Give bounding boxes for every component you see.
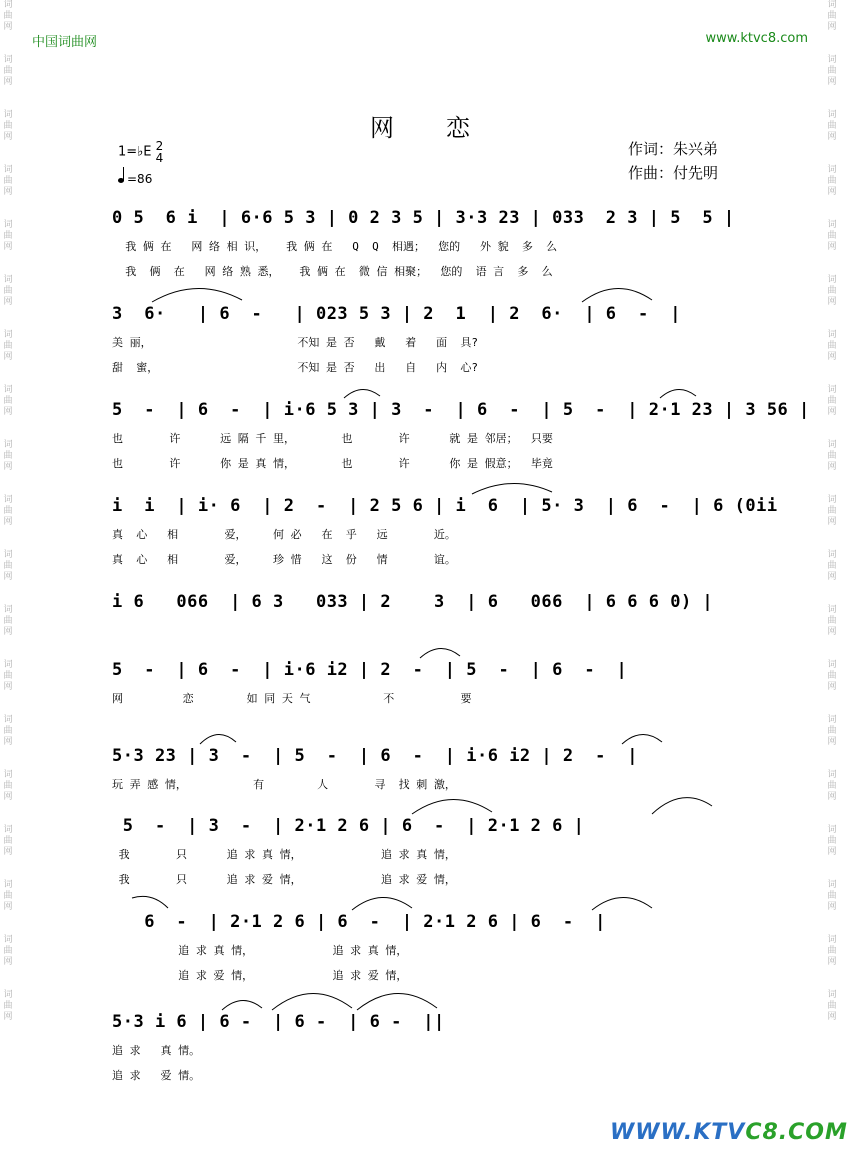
site-url[interactable]: www.ktvc8.com xyxy=(705,31,808,46)
watermark-char: 网 xyxy=(3,572,13,582)
watermark-char: 网 xyxy=(3,737,13,747)
watermark-char: 曲 xyxy=(827,286,837,296)
watermark-char: 网 xyxy=(3,847,13,857)
tempo-value: =86 xyxy=(127,172,153,186)
watermark-char: 网 xyxy=(3,902,13,912)
watermark-char: 词 xyxy=(3,110,13,120)
watermark-char: 网 xyxy=(3,77,13,87)
watermark-char: 曲 xyxy=(3,836,13,846)
watermark-char: 网 xyxy=(3,792,13,802)
logo-text-c: .COM xyxy=(778,1120,848,1145)
watermark-char: 词 xyxy=(3,495,13,505)
site-name[interactable]: 中国词曲网 xyxy=(32,35,98,50)
watermark-char: 曲 xyxy=(3,891,13,901)
lyric-verse-1: 我 俩 在 网 络 相 识， 我 俩 在 Q Q 相遇； 您的 外 貌 多 么 xyxy=(112,240,558,253)
watermark-char: 词 xyxy=(3,825,13,835)
watermark-char: 词 xyxy=(827,0,837,10)
watermark-char: 词 xyxy=(827,605,837,615)
watermark-char: 词 xyxy=(3,220,13,230)
site-logo[interactable] xyxy=(610,1120,848,1145)
note-line: i i | i· 6 | 2 - | 2 5 6 | i 6 | 5· 3 | 6 - | 6 (0ii xyxy=(112,496,778,516)
watermark-char: 词 xyxy=(827,825,837,835)
watermark-char: 网 xyxy=(3,682,13,692)
key-label: 1=♭E xyxy=(118,144,152,160)
watermark-char: 曲 xyxy=(827,121,837,131)
watermark-char: 网 xyxy=(827,572,837,582)
watermark-char: 曲 xyxy=(827,671,837,681)
watermark-char: 网 xyxy=(827,1012,837,1022)
note-line: 3 6· | 6 - | 023 5 3 | 2 1 | 2 6· | 6 - | xyxy=(112,304,681,324)
lyric-verse-2: 我 只 追 求 爱 情， 追 求 爱 情， xyxy=(112,873,456,886)
watermark-char: 曲 xyxy=(827,231,837,241)
watermark-char: 曲 xyxy=(3,66,13,76)
logo-text-b: C8 xyxy=(745,1120,779,1145)
watermark-char: 曲 xyxy=(3,671,13,681)
lyric-verse-1: 美 丽， 不知 是 否 戴 着 面 具? xyxy=(112,336,479,349)
lyric-verse-2: 甜 蜜， 不知 是 否 出 自 内 心? xyxy=(112,361,479,374)
watermark-char: 词 xyxy=(3,880,13,890)
lyricist: 作词：朱兴弟 xyxy=(628,140,719,158)
logo-text-a: WWW.KTV xyxy=(610,1120,746,1145)
watermark-char: 词 xyxy=(827,330,837,340)
quarter-note-icon xyxy=(118,178,124,183)
watermark-char: 曲 xyxy=(3,1001,13,1011)
watermark-char: 词 xyxy=(3,385,13,395)
watermark-char: 网 xyxy=(827,957,837,967)
watermark-char: 词 xyxy=(827,935,837,945)
note-line: 5 - | 6 - | i·6 i2 | 2 - | 5 - | 6 - | xyxy=(112,660,628,680)
watermark-char: 曲 xyxy=(827,836,837,846)
watermark-char: 曲 xyxy=(3,946,13,956)
watermark-char: 曲 xyxy=(3,176,13,186)
note-line: 5·3 i 6 | 6 - | 6 - | 6 - || xyxy=(112,1012,445,1032)
watermark-char: 网 xyxy=(3,352,13,362)
lyric-verse-1: 真 心 相 爱， 何 必 在 乎 远 近。 xyxy=(112,528,456,541)
watermark-char: 词 xyxy=(827,220,837,230)
watermark-char: 曲 xyxy=(827,946,837,956)
watermark-char: 网 xyxy=(3,517,13,527)
watermark-char: 曲 xyxy=(3,726,13,736)
note-line: 5 - | 6 - | i·6 5 3 | 3 - | 6 - | 5 - | 2·1 23 | 3 56 | xyxy=(112,400,810,420)
watermark-char: 网 xyxy=(827,132,837,142)
watermark-char: 词 xyxy=(3,440,13,450)
watermark-char: 网 xyxy=(3,242,13,252)
time-bottom: 4 xyxy=(155,151,164,165)
watermark-char: 网 xyxy=(827,352,837,362)
watermark-char: 词 xyxy=(827,440,837,450)
watermark-char: 曲 xyxy=(827,506,837,516)
watermark-char: 网 xyxy=(3,627,13,637)
note-line: 6 - | 2·1 2 6 | 6 - | 2·1 2 6 | 6 - | xyxy=(112,912,606,932)
watermark-char: 词 xyxy=(827,770,837,780)
watermark-char: 词 xyxy=(3,660,13,670)
watermark-char: 词 xyxy=(3,605,13,615)
watermark-char: 词 xyxy=(3,165,13,175)
watermark-char: 词 xyxy=(827,385,837,395)
key-signature xyxy=(118,140,163,164)
watermark-char: 网 xyxy=(827,737,837,747)
watermark-char: 词 xyxy=(827,495,837,505)
lyric-verse-1: 玩 弄 感 情， 有 人 寻 找 刺 激， xyxy=(112,778,456,791)
watermark-char: 网 xyxy=(827,77,837,87)
side-watermark-right xyxy=(825,0,839,1169)
watermark-char: 网 xyxy=(827,902,837,912)
watermark-char: 曲 xyxy=(827,396,837,406)
watermark-char: 曲 xyxy=(3,396,13,406)
lyric-verse-2: 也 许 你 是 真 情， 也 许 你 是 假意； 毕竟 xyxy=(112,457,553,470)
watermark-char: 词 xyxy=(3,990,13,1000)
watermark-char: 网 xyxy=(3,957,13,967)
watermark-char: 词 xyxy=(827,110,837,120)
watermark-char: 词 xyxy=(827,880,837,890)
watermark-char: 曲 xyxy=(3,561,13,571)
lyric-verse-1: 我 只 追 求 真 情， 追 求 真 情， xyxy=(112,848,456,861)
credits xyxy=(628,137,718,185)
watermark-char: 词 xyxy=(827,990,837,1000)
watermark-char: 曲 xyxy=(3,506,13,516)
watermark-char: 曲 xyxy=(827,561,837,571)
watermark-char: 网 xyxy=(827,242,837,252)
watermark-char: 曲 xyxy=(3,451,13,461)
watermark-char: 网 xyxy=(3,22,13,32)
watermark-char: 曲 xyxy=(3,616,13,626)
side-watermark-left xyxy=(1,0,15,1169)
watermark-char: 曲 xyxy=(3,341,13,351)
watermark-char: 曲 xyxy=(827,176,837,186)
watermark-char: 曲 xyxy=(827,1001,837,1011)
watermark-char: 词 xyxy=(3,935,13,945)
watermark-char: 网 xyxy=(3,407,13,417)
watermark-char: 词 xyxy=(827,550,837,560)
watermark-char: 曲 xyxy=(827,451,837,461)
watermark-char: 曲 xyxy=(3,11,13,21)
lyric-verse-1: 追 求 真 情。 xyxy=(112,1044,201,1057)
watermark-char: 网 xyxy=(827,22,837,32)
watermark-char: 词 xyxy=(827,55,837,65)
watermark-char: 词 xyxy=(3,715,13,725)
lyric-verse-2: 真 心 相 爱， 珍 惜 这 份 情 谊。 xyxy=(112,553,456,566)
watermark-char: 词 xyxy=(827,165,837,175)
watermark-char: 网 xyxy=(827,187,837,197)
watermark-char: 网 xyxy=(827,462,837,472)
watermark-char: 曲 xyxy=(3,121,13,131)
tempo-mark xyxy=(118,172,152,186)
watermark-char: 网 xyxy=(827,792,837,802)
watermark-char: 网 xyxy=(827,627,837,637)
watermark-char: 词 xyxy=(827,660,837,670)
watermark-char: 词 xyxy=(3,275,13,285)
watermark-char: 曲 xyxy=(827,341,837,351)
watermark-char: 曲 xyxy=(827,726,837,736)
note-line: 5 - | 3 - | 2·1 2 6 | 6 - | 2·1 2 6 | xyxy=(112,816,585,836)
lyric-verse-2: 追 求 爱 情， 追 求 爱 情， xyxy=(112,969,408,982)
watermark-char: 曲 xyxy=(827,781,837,791)
time-top: 2 xyxy=(155,139,164,153)
watermark-char: 网 xyxy=(827,517,837,527)
watermark-char: 网 xyxy=(3,1012,13,1022)
watermark-char: 网 xyxy=(827,407,837,417)
time-signature xyxy=(156,140,164,164)
watermark-char: 词 xyxy=(3,55,13,65)
watermark-char: 词 xyxy=(3,550,13,560)
note-line: 5·3 23 | 3 - | 5 - | 6 - | i·6 i2 | 2 - | xyxy=(112,746,639,766)
watermark-char: 曲 xyxy=(827,66,837,76)
watermark-char: 曲 xyxy=(3,286,13,296)
watermark-char: 词 xyxy=(3,0,13,10)
watermark-char: 网 xyxy=(3,187,13,197)
watermark-char: 网 xyxy=(827,297,837,307)
watermark-char: 网 xyxy=(3,132,13,142)
watermark-char: 网 xyxy=(827,682,837,692)
watermark-char: 词 xyxy=(3,770,13,780)
watermark-char: 网 xyxy=(827,847,837,857)
lyric-verse-1: 追 求 真 情， 追 求 真 情， xyxy=(112,944,408,957)
watermark-char: 曲 xyxy=(827,616,837,626)
lyric-verse-1: 也 许 远 隔 千 里， 也 许 就 是 邻居； 只要 xyxy=(112,432,553,445)
watermark-char: 网 xyxy=(3,462,13,472)
watermark-char: 曲 xyxy=(827,11,837,21)
watermark-char: 词 xyxy=(827,275,837,285)
watermark-char: 曲 xyxy=(827,891,837,901)
composer: 作曲：付先明 xyxy=(628,164,719,182)
note-line: 0 5 6 i | 6·6 5 3 | 0 2 3 5 | 3·3 23 | 033 2 3 | 5 5 | xyxy=(112,208,735,228)
watermark-char: 词 xyxy=(3,330,13,340)
watermark-char: 曲 xyxy=(3,781,13,791)
watermark-char: 词 xyxy=(827,715,837,725)
lyric-verse-1: 网 恋 如 同 天 气 不 要 xyxy=(112,692,472,705)
watermark-char: 曲 xyxy=(3,231,13,241)
watermark-char: 网 xyxy=(3,297,13,307)
note-line: i 6 066 | 6 3 033 | 2 3 | 6 066 | 6 6 6 0) | xyxy=(112,592,714,612)
lyric-verse-2: 我 俩 在 网 络 熟 悉， 我 俩 在 微 信 相聚； 您的 语 言 多 么 xyxy=(112,265,553,278)
song-title: 网恋 xyxy=(370,114,522,142)
lyric-verse-2: 追 求 爱 情。 xyxy=(112,1069,201,1082)
